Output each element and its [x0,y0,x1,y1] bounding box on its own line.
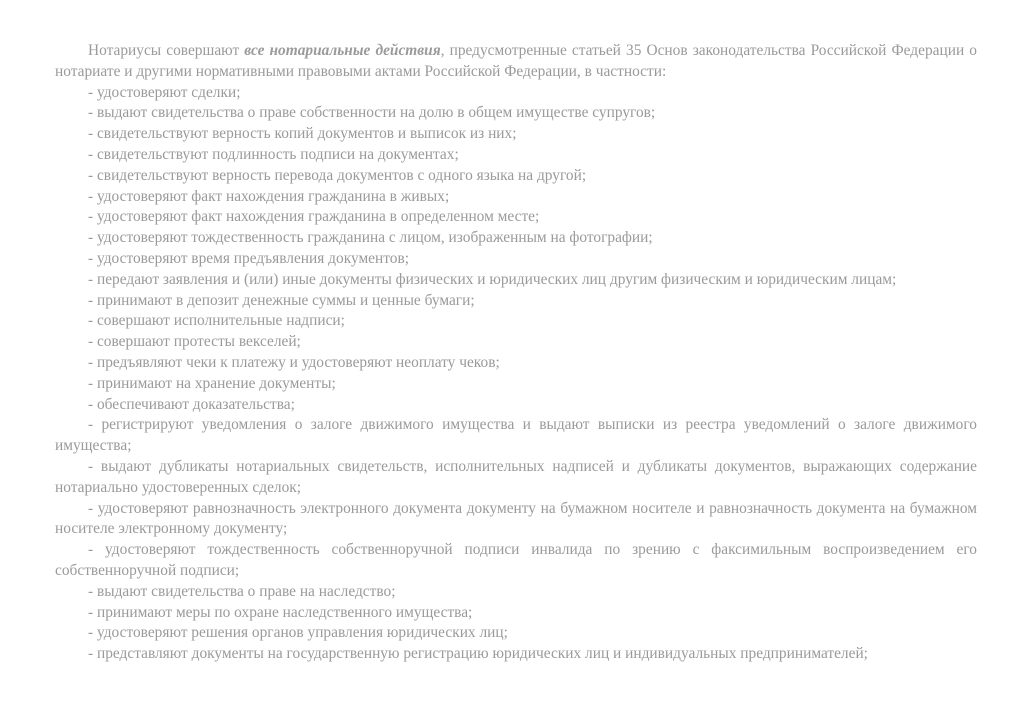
list-item: - принимают на хранение документы; [88,374,336,392]
list-item: - предъявляют чеки к платежу и удостоверяют неоплату чеков; [88,353,500,371]
intro-text-before: Нотариусы совершают [88,42,245,59]
list-item: - выдают дубликаты нотариальных свидетельств, исполнительных надписей и дубликаты документов, выражающих содержание нотариально удостоверенных сделок; [55,457,977,496]
list-item: - свидетельствуют верность копий документов и выписок из них; [88,125,517,143]
list-item: - удостоверяют время предъявления документов; [88,249,410,267]
list-item: - удостоверяют тождественность гражданина с лицом, изображенным на фотографии; [88,229,653,247]
list-item: - представляют документы на государственную регистрацию юридических лиц и индивидуальных предпринимателей; [88,645,868,663]
list-item: - свидетельствуют верность перевода документов с одного языка на другой; [88,166,587,184]
list-item: - свидетельствуют подлинность подписи на документах; [88,145,459,163]
list-item: - принимают меры по охране наследственного имущества; [88,603,473,621]
document-page [55,41,977,665]
list-item: - выдают свидетельства о праве собственности на долю в общем имуществе супругов; [88,104,656,122]
list-item: - передают заявления и (или) иные документы физических и юридических лиц другим физическим и юридическим лицам; [88,270,897,288]
list-item: - регистрируют уведомления о залоге движимого имущества и выдают выписки из реестра уведомлений о залоге движимого имущества; [55,416,977,455]
list-item: - удостоверяют факт нахождения гражданина в живых; [88,187,450,205]
list-item: - выдают свидетельства о праве на наследство; [88,582,396,600]
list-item: - удостоверяют сделки; [88,83,241,101]
list-item: - обеспечивают доказательства; [88,395,295,413]
list-item: - удостоверяют тождественность собственноручной подписи инвалида по зрению с факсимильным воспроизведением его собственноручной подписи; [55,541,977,579]
list-item: - удостоверяют факт нахождения гражданина в определенном месте; [88,208,540,226]
list-item: - совершают исполнительные надписи; [88,312,345,330]
list-item: - удостоверяют равнозначность электронного документа документу на бумажном носителе и равнозначность документа на бумажном носителе электронному документу; [55,499,977,538]
list-item: - совершают протесты векселей; [88,333,301,351]
intro-emphasis: все нотариальные действия [244,42,441,59]
list-item: - удостоверяют решения органов управления юридических лиц; [88,624,508,642]
intro-paragraph [55,41,977,83]
list-item: - принимают в депозит денежные суммы и ценные бумаги; [88,291,475,309]
intro-text-after: , предусмотренные статьей 35 Основ законодательства Российской Федерации о нотариате и другими нормативными правовыми актами Российской Федерации, в частности: [55,42,977,80]
